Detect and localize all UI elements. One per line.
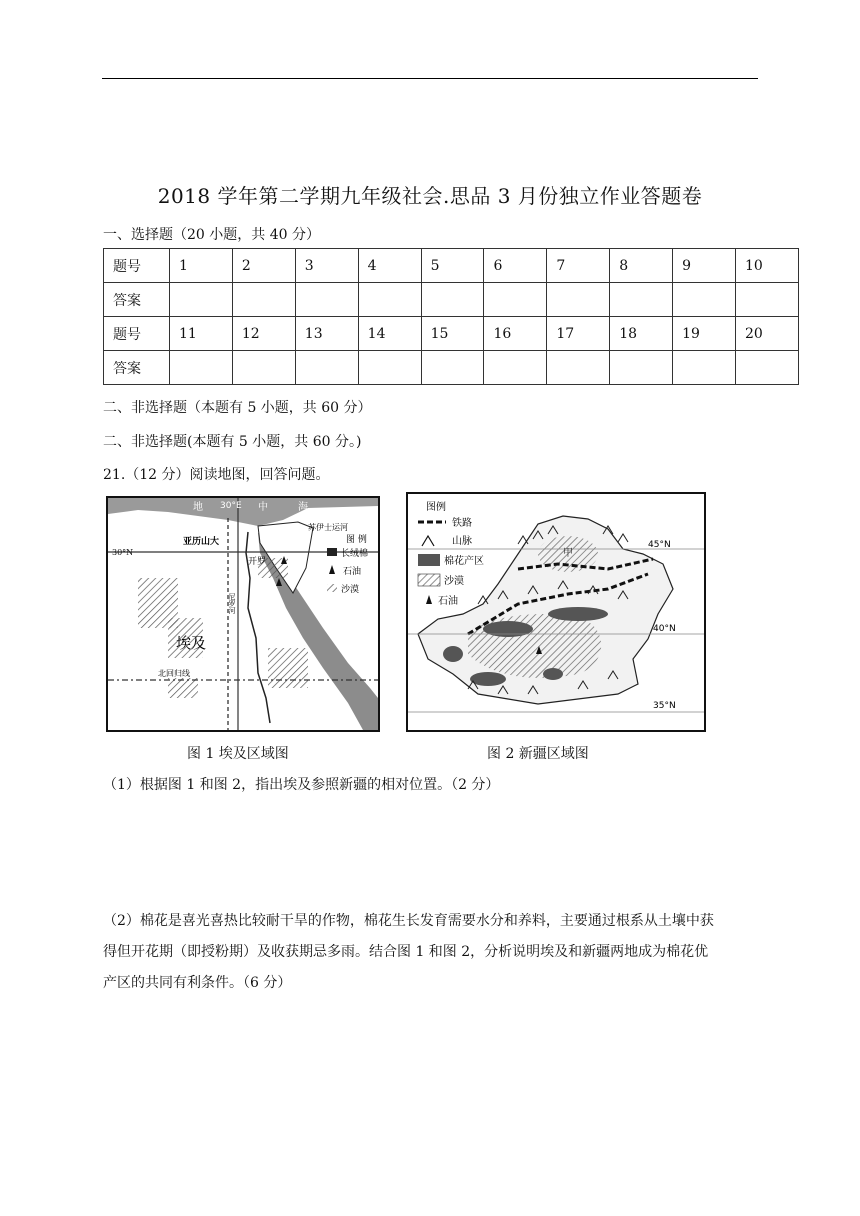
map1-legend-oil: 石油	[343, 567, 362, 577]
map1-label-alexandria: 亚历山大	[183, 537, 220, 547]
question-21-2-line-3: 产区的共同有利条件。（6 分）	[103, 975, 292, 991]
desert-area-5	[168, 678, 198, 698]
answer-table-row	[104, 249, 799, 283]
answer-table-cell[interactable]	[170, 351, 233, 385]
map1-label-lon: 30°E	[220, 501, 242, 511]
answer-table-cell[interactable]	[547, 283, 610, 317]
answer-table-cell: 12	[232, 317, 295, 351]
xinjiang-map-svg	[408, 494, 704, 730]
map1-label-sea-3: 海	[298, 502, 308, 513]
legend-oil-swatch	[329, 565, 335, 574]
answer-table-header-cell: 答案	[104, 351, 170, 385]
answer-table-cell[interactable]	[232, 351, 295, 385]
section-nonchoice-heading-1: 二、非选择题（本题有 5 小题，共 60 分）	[103, 400, 372, 416]
legend-cotton-swatch	[327, 548, 337, 556]
answer-table-cell: 6	[484, 249, 547, 283]
answer-table-cell: 7	[547, 249, 610, 283]
answer-table-cell[interactable]	[484, 351, 547, 385]
answer-table-cell: 16	[484, 317, 547, 351]
answer-table-cell: 3	[295, 249, 358, 283]
answer-table-header-cell: 答案	[104, 283, 170, 317]
answer-table-cell: 8	[610, 249, 673, 283]
answer-table-cell[interactable]	[547, 351, 610, 385]
answer-table-cell[interactable]	[232, 283, 295, 317]
answer-table-cell[interactable]	[295, 351, 358, 385]
map2-label-45n: 45°N	[648, 540, 671, 550]
map1-label-cairo: 开罗	[248, 557, 267, 567]
map2-legend-mountain: 山脉	[452, 536, 472, 547]
map2-caption: 图 2 新疆区域图	[487, 746, 589, 762]
cotton-region-5	[543, 668, 563, 680]
desert-area-3	[268, 648, 308, 688]
cotton-region-3	[443, 646, 463, 662]
answer-table-cell: 11	[170, 317, 233, 351]
map2-legend-desert: 沙漠	[444, 576, 464, 587]
question-21-2-line-2: 得但开花期（即授粉期）及收获期忌多雨。结合图 1 和图 2，分析说明埃及和新疆两地成为棉花优	[103, 944, 709, 960]
answer-table-cell[interactable]	[673, 283, 736, 317]
map1-label-red-sea-2: 海	[348, 650, 358, 661]
answer-table-cell[interactable]	[358, 283, 421, 317]
answer-table-cell[interactable]	[610, 351, 673, 385]
header-rule	[102, 78, 758, 79]
section-nonchoice-heading-2: 二、非选择题(本题有 5 小题，共 60 分。)	[103, 434, 362, 450]
map2-label-jia: 甲	[563, 548, 573, 559]
answer-table	[103, 248, 799, 385]
cotton-region-2	[548, 607, 608, 621]
answer-table-cell: 1	[170, 249, 233, 283]
answer-table-cell[interactable]	[421, 283, 484, 317]
answer-table-cell: 13	[295, 317, 358, 351]
answer-table-cell: 9	[673, 249, 736, 283]
question-21-heading: 21.（12 分）阅读地图，回答问题。	[103, 467, 330, 483]
map1-label-suez: 苏伊士运河	[308, 523, 348, 532]
question-21-1: （1）根据图 1 和图 2，指出埃及参照新疆的相对位置。（2 分）	[103, 777, 500, 793]
answer-table-row	[104, 351, 799, 385]
legend-mountain-swatch	[422, 536, 434, 546]
legend-cotton-swatch	[418, 554, 440, 566]
answer-table-cell: 15	[421, 317, 484, 351]
answer-table-cell: 14	[358, 317, 421, 351]
answer-table-row	[104, 317, 799, 351]
answer-table-cell[interactable]	[736, 283, 799, 317]
answer-table-cell: 19	[673, 317, 736, 351]
map2-label-40n: 40°N	[653, 624, 676, 634]
mediterranean-sea	[108, 498, 378, 526]
legend-desert-swatch	[418, 574, 440, 586]
page-title: 2018 学年第二学期九年级社会.思品 3 月份独立作业答题卷	[157, 184, 703, 208]
answer-table-cell: 4	[358, 249, 421, 283]
map1-legend-desert: 沙漠	[341, 585, 360, 595]
answer-table-cell: 20	[736, 317, 799, 351]
answer-table-row	[104, 283, 799, 317]
answer-table-cell[interactable]	[170, 283, 233, 317]
map2-legend-title: 图例	[426, 502, 446, 513]
legend-oil-swatch	[426, 595, 432, 604]
answer-table-cell: 5	[421, 249, 484, 283]
answer-table-cell[interactable]	[610, 283, 673, 317]
cotton-region-1	[483, 621, 533, 637]
map1-legend-title: 图 例	[346, 535, 367, 545]
egypt-map	[106, 496, 380, 732]
map1-label-sea-1: 地	[193, 502, 203, 513]
map1-label-sea-2: 中	[258, 502, 268, 513]
map2-label-35n: 35°N	[653, 701, 676, 711]
map2-legend-railway: 铁路	[452, 518, 472, 529]
map2-legend-cotton: 棉花产区	[444, 556, 484, 567]
map1-label-country: 埃及	[176, 634, 207, 652]
answer-table-cell[interactable]	[358, 351, 421, 385]
map1-label-tropic: 北回归线	[158, 669, 190, 678]
answer-table-cell[interactable]	[421, 351, 484, 385]
map1-label-red-sea-1: 红	[323, 605, 333, 616]
map1-legend-cotton: 长绒棉	[341, 549, 369, 559]
answer-table-header-cell: 题号	[104, 317, 170, 351]
answer-table-cell[interactable]	[673, 351, 736, 385]
map1-caption: 图 1 埃及区域图	[187, 746, 289, 762]
question-21-2	[103, 906, 803, 999]
map1-label-nile: 尼罗河	[228, 593, 236, 614]
section-choice-heading: 一、选择题（20 小题，共 40 分）	[103, 227, 320, 243]
answer-table-cell[interactable]	[295, 283, 358, 317]
answer-table-cell: 17	[547, 317, 610, 351]
xinjiang-map	[406, 492, 706, 732]
question-21-2-line-1: （2）棉花是喜光喜热比较耐干旱的作物，棉花生长发育需要水分和养料，主要通过根系从土壤中获	[103, 913, 714, 929]
answer-table-cell: 18	[610, 317, 673, 351]
egypt-map-svg	[108, 498, 378, 730]
answer-table-cell[interactable]	[736, 351, 799, 385]
map1-lat-label: 30°N	[112, 548, 134, 557]
answer-table-cell: 2	[232, 249, 295, 283]
answer-table-cell: 10	[736, 249, 799, 283]
legend-desert-swatch	[327, 584, 337, 592]
answer-table-cell[interactable]	[484, 283, 547, 317]
answer-table-header-cell: 题号	[104, 249, 170, 283]
map2-legend-oil: 石油	[438, 596, 458, 607]
